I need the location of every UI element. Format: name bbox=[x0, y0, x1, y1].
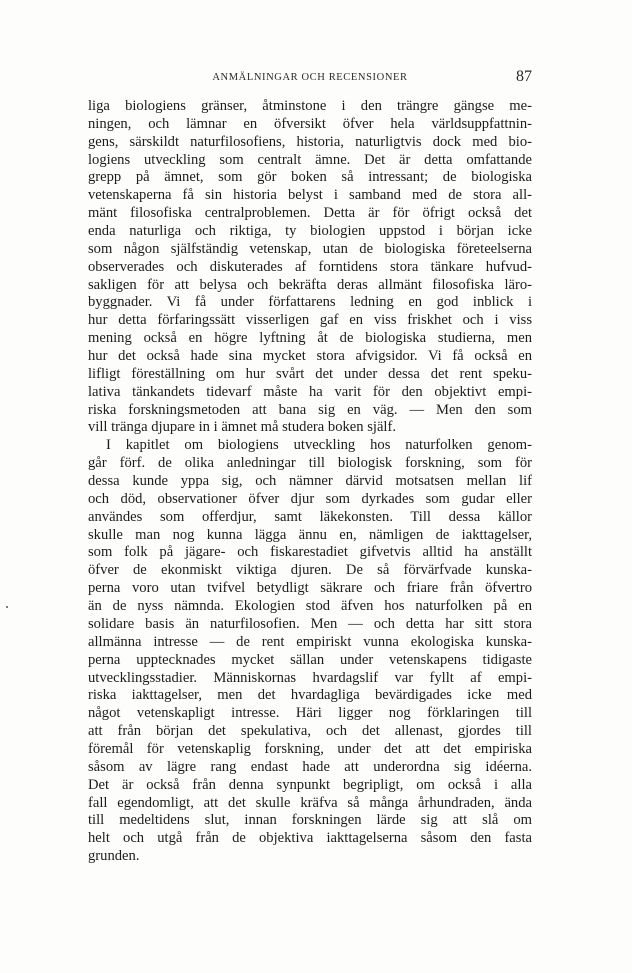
text-line: än de nyss nämnda. Ekologien stod äfven hos naturfolken på en bbox=[88, 598, 532, 615]
text-line: grepp på ämnet, som gör boken så intressant; de biologiska bbox=[88, 169, 532, 186]
text-line: gens, särskildt naturfilosofiens, historia, naturligtvis dock med bio- bbox=[88, 133, 532, 150]
text-line: till medeltidens slut, innan forskningen lärde sig att slå om bbox=[88, 812, 532, 829]
text-line: ningen, och lämnar en öfversikt öfver hela världsuppfattnin- bbox=[88, 115, 532, 132]
text-line: sakligen för att belysa och bekräfta deras allmänt filosofiska läro- bbox=[88, 276, 532, 293]
text-line: solidare basis än naturfilosofien. Men — och detta har sitt stora bbox=[88, 615, 532, 632]
text-line: skulle man nog kunna lägga ännu en, nämligen de iakttagelser, bbox=[88, 526, 532, 543]
text-line: observerades och diskuterades af forntidens stora tänkare hufvud- bbox=[88, 258, 532, 275]
text-line: lifligt föreställning om hur svårt det under dessa det rent speku- bbox=[88, 365, 532, 382]
text-line: något vetenskapligt intresse. Häri ligger nog förklaringen till bbox=[88, 705, 532, 722]
paragraph-first-line: I kapitlet om biologiens utveckling hos naturfolken genom- bbox=[106, 437, 532, 454]
text-line: lativa tänkandets tidevarf måste ha varit för den objektivt empi- bbox=[88, 383, 532, 400]
text-line: Det är också från denna synpunkt begripligt, om också i alla bbox=[88, 776, 532, 793]
text-line: riska iakttagelser, men det hvardagliga bevärdigades icke med bbox=[88, 687, 532, 704]
text-line: allmänna intresse — de rent empiriskt vunna ekologiska kunska- bbox=[88, 633, 532, 650]
text-line: går förf. de olika anledningar till biologisk forskning, som för bbox=[88, 455, 532, 472]
text-line: liga biologiens gränser, åtminstone i den trängre gängse me- bbox=[88, 98, 532, 114]
text-line: mening också en högre lyftning åt de biologiska studierna, men bbox=[88, 330, 532, 347]
paper-speck bbox=[6, 606, 8, 608]
text-line: grunden. bbox=[88, 848, 140, 865]
text-line: riska forskningsmetoden att bana sig en väg. — Men den som bbox=[88, 401, 532, 418]
text-line: mänt filosofiska centralproblemen. Detta är för öfrigt också det bbox=[88, 205, 532, 222]
text-line: utvecklingsstadier. Människornas hvardagslif var fyllt af empi- bbox=[88, 669, 532, 686]
text-line: såsom av lägre rang endast hade att underordna sig idéerna. bbox=[88, 758, 532, 775]
text-line: föremål för vetenskaplig forskning, under det att det empiriska bbox=[88, 740, 532, 757]
page-header bbox=[88, 68, 532, 90]
page-number: 87 bbox=[516, 68, 532, 85]
text-line: logiens utveckling som centralt ämne. Det är detta omfattande bbox=[88, 151, 532, 168]
text-line: som någon själfständig vetenskap, utan de biologiska företeelserna bbox=[88, 240, 532, 257]
text-line: öfver de ekonmiskt viktiga djuren. De så förvärfvade kunska- bbox=[88, 562, 532, 579]
text-line: perna upptecknades mycket sällan under vetenskapens tidigaste bbox=[88, 651, 532, 668]
text-line: och död, observationer öfver djur som dyrkades som gudar eller bbox=[88, 490, 532, 507]
text-line: hur detta förfaringssätt visserligen gaf en viss friskhet och i viss bbox=[88, 312, 532, 329]
text-line: enda naturliga och riktiga, ty biologien uppstod i början icke bbox=[88, 223, 532, 240]
text-line: att från början det spekulativa, och det allenast, gjordes till bbox=[88, 723, 532, 740]
text-line: perna voro utan tvifvel betydligt säkrare och friare från öfvertro bbox=[88, 580, 532, 597]
text-line: vetenskaperna få sin historia belyst i samband med de stora all- bbox=[88, 187, 532, 204]
text-line: användes som offerdjur, samt läkekonsten. Till dessa källor bbox=[88, 508, 532, 525]
text-line: helt och utgå från de objektiva iakttagelserna såsom den fasta bbox=[88, 830, 532, 847]
text-line: hur det också hade sina mycket stora afvigsidor. Vi få också en bbox=[88, 348, 532, 365]
text-line: vill tränga djupare in i ämnet må studera boken själf. bbox=[88, 419, 396, 436]
text-line: dessa kunde yppa sig, och nämner därvid motsatsen mellan lif bbox=[88, 473, 532, 490]
running-head: ANMÄLNINGAR OCH RECENSIONER bbox=[212, 72, 408, 83]
text-line: byggnader. Vi få under författarens ledning en god inblick i bbox=[88, 294, 532, 311]
text-line: fall egendomligt, att det skulle kräfva så många århundraden, ända bbox=[88, 794, 532, 811]
text-line: som folk på jägare- och fiskarestadiet gifvetvis alltid ha anställt bbox=[88, 544, 532, 561]
body-text bbox=[88, 98, 532, 866]
